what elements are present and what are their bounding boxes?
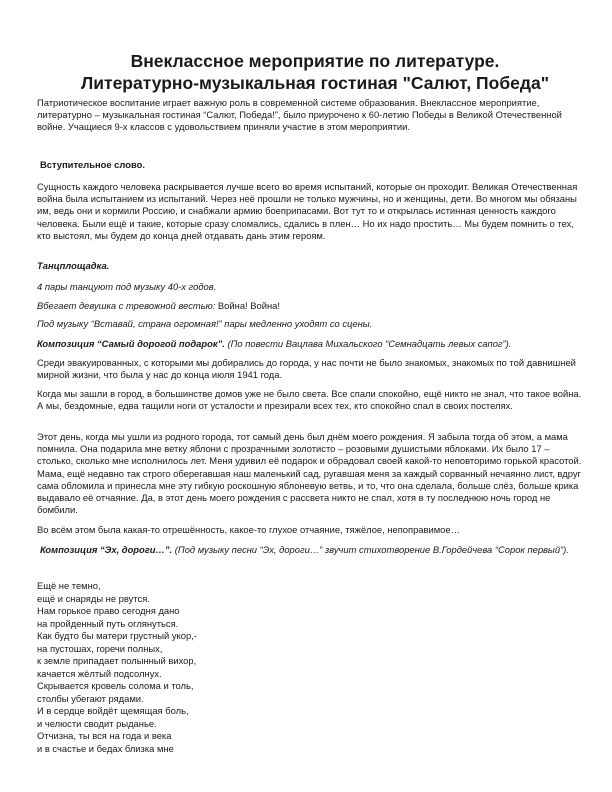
poem-line: к земле припадает полынный вихор, [37,655,197,666]
poem-line: и челюсти сводит рыданье. [37,717,157,729]
poem-line: И в сердце войдёт щемящая боль, [37,705,189,716]
poem-line: столбы убегают рядами. [37,692,144,704]
composition-1-paragraph-2: Когда мы зашли в город, в большинстве домов уже не было света. Все спали спокойно, ещё никто не знал, что такое война. А мы, бездомные, едва тащили ноги от усталости и презирали всех тех, кто спокойно спал в своих постелях. [37,388,582,412]
document-title-line-2: Литературно-музыкальная гостиная "Салют, Победа" [80,73,550,93]
composition-1-heading: Композиция “Самый дорогой подарок”. [37,338,225,349]
opening-word-paragraph: Сущность каждого человека раскрывается лучше всего во время испытаний, которые он проходит. Великая Отечественная война была испытанием из испытаний. Через неё прошли не только мужчины, но и женщины, дети. Во многом мы обязаны им, ведь они и кормили Россию, и снабжали армию боеприпасами. Вот тут то и открылась истинная ценность каждого человека. Были ещё и такие, которые сразу сломались, сдались в плен… Но их надо простить… Мы будем помнить о тех, кто выстоял, мы будем до конца дней отдавать дань этим героям. [37,181,578,241]
poem-line: Отчизна, ты вся на года и века [37,730,172,741]
poem-line: на пустошах, горечи полных, [37,642,163,654]
poem-line: качается жёлтый подсолнух. [37,667,162,679]
composition-2-heading-line [40,544,585,556]
dance-girl-speech: Война! Война! [215,300,280,311]
composition-1-heading-line [37,338,582,350]
poem-line: ещё и снаряды не рвутся. [37,592,150,604]
poem-line: Скрывается кровель солома и толь, [37,680,194,691]
composition-1-paragraph-3: Этот день, когда мы ушли из родного города, тот самый день был днём моего рождения. Я забыла тогда об этом, а мама помнила. Она подарила мне ветку яблони с прозрачными золотисто – розовыми душистыми яблоками. Их было 17 – столько, сколько мне исполнилось лет. Меня удивил её подарок и обрадовал своей какой-то неповторимо горькой красотой. Мама, ещё недавно так строго оберегавшая наш маленький сад, ругавшая меня за каждый сорванный нечаянно лист, вдруг сама обломила и принесла мне эту гибкую роскошную яблоневую ветвь, и то, что она сделала, больше слёз, больше крика выдавало её отчаяние. Да, в этот день моего рождения с рассвета никто не спал, хотя в ту последнюю ночь город не бомбили. [37,431,582,516]
poem-line: и в счастье и бедах близка мне [37,742,174,754]
dance-girl-direction: Вбегает девушка с тревожной вестью: [37,300,216,311]
dance-girl-line [37,300,582,312]
poem-line: Как будто бы матери грустный укор,- [37,630,197,641]
document-title-line-1: Внеклассное мероприятие по литературе. [130,51,500,71]
poem-line: Ещё не темно, [37,580,101,591]
section-heading-opening-word: Вступительное слово. [40,159,145,170]
composition-1-paragraph-4: Во всём этом была какая-то отрешённость, какое-то глухое отчаяние, тяжёлое, непоправимое… [37,524,460,535]
dance-stage-direction: 4 пары танцуют под музыку 40-х годов. [37,281,217,292]
poem-line: на пройденный путь оглянуться. [37,617,179,629]
poem [37,580,197,755]
composition-2-heading: Композиция “Эх, дороги…”. [40,544,173,555]
composition-1-source: (По повести Вацлава Михальского “Семнадцать левых сапог”). [224,338,512,349]
composition-2-note: (Под музыку песни “Эх, дороги…” звучит стихотворение В.Гордейчева “Сорок первый”). [172,544,569,555]
composition-1-paragraph-1: Среди эвакуированных, с которыми мы добирались до города, у нас почти не было знакомых, знакомых по той давнишней мирной жизни, что была у нас до конца июля 1941 года. [37,357,576,381]
intro-paragraph: Патриотическое воспитание играет важную роль в современной системе образования. Внеклассное мероприятие, литературно – музыкальная гостиная “Салют, Победа!”, было приурочено к 60-летию Победы в Великой Отечественной войне. Учащиеся 9-х классов с удовольствием приняли участие в этом мероприятии. [37,97,562,133]
dance-exit-direction: Под музыку “Вставай, страна огромная!” пары медленно уходят со сцены. [37,318,373,329]
poem-line: Нам горькое право сегодня дано [37,605,180,616]
section-heading-dance-floor: Танцплощадка. [37,260,110,271]
